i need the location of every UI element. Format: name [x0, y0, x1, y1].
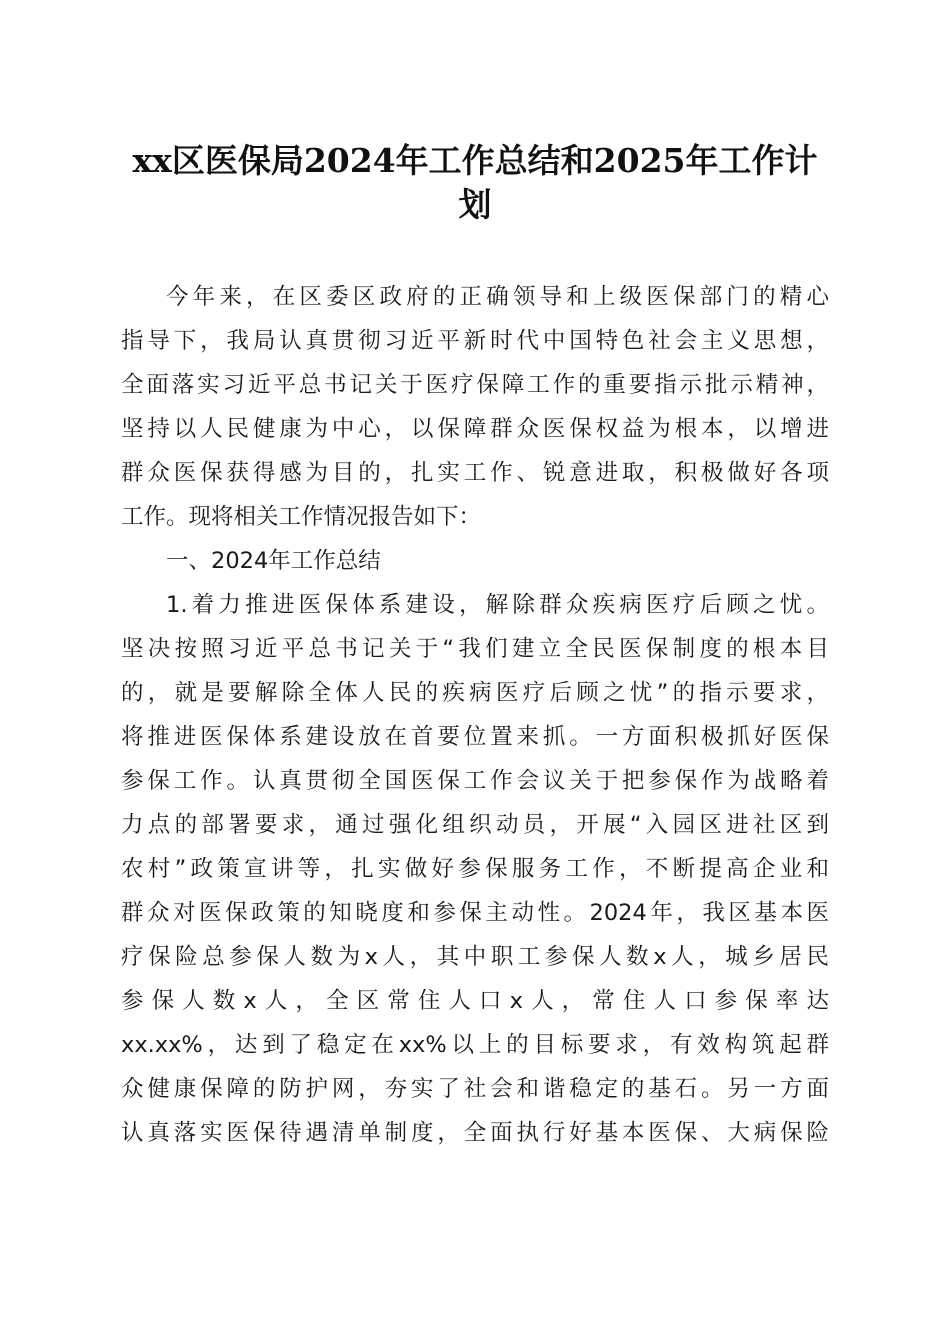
paragraph-line: xx.xx%，达到了稳定在xx%以上的目标要求，有效构筑起群 [121, 1032, 829, 1058]
paragraph-line: 的，就是要解除全体人民的疾病医疗后顾之忧”的指示要求， [121, 680, 829, 706]
paragraph-line: 群众医保获得感为目的，扎实工作、锐意进取，积极做好各项 [121, 460, 829, 486]
paragraph-line: 疗保险总参保人数为x人，其中职工参保人数x人，城乡居民 [121, 944, 829, 970]
paragraph-line: 坚持以人民健康为中心，以保障群众医保权益为根本，以增进 [121, 416, 829, 442]
paragraph-line: 全面落实习近平总书记关于医疗保障工作的重要指示批示精神， [121, 372, 829, 398]
paragraph-line: 众健康保障的防护网，夯实了社会和谐稳定的基石。另一方面 [121, 1076, 829, 1102]
paragraph-line: 农村”政策宣讲等，扎实做好参保服务工作，不断提高企业和 [121, 856, 829, 882]
section-heading: 一、2024年工作总结 [166, 548, 381, 574]
document-title-line-1: xx区医保局2024年工作总结和2025年工作计 [132, 141, 818, 180]
paragraph-line: 指导下，我局认真贯彻习近平新时代中国特色社会主义思想， [121, 328, 829, 354]
paragraph-line: 今年来，在区委区政府的正确领导和上级医保部门的精心 [166, 284, 829, 310]
paragraph-line: 群众对医保政策的知晓度和参保主动性。2024年，我区基本医 [121, 900, 829, 926]
paragraph-line: 工作。现将相关工作情况报告如下： [121, 504, 482, 530]
paragraph-line: 认真落实医保待遇清单制度，全面执行好基本医保、大病保险 [121, 1120, 829, 1146]
paragraph-line: 参保工作。认真贯彻全国医保工作会议关于把参保作为战略着 [121, 768, 829, 794]
paragraph-line: 坚决按照习近平总书记关于“我们建立全民医保制度的根本目 [121, 636, 829, 662]
paragraph-line: 将推进医保体系建设放在首要位置来抓。一方面积极抓好医保 [121, 724, 829, 750]
paragraph-line: 1.着力推进医保体系建设，解除群众疾病医疗后顾之忧。 [166, 592, 829, 618]
document-title-line-2: 划 [458, 185, 492, 224]
paragraph-line: 力点的部署要求，通过强化组织动员，开展“入园区进社区到 [121, 812, 829, 838]
paragraph-line: 参保人数x人，全区常住人口x人，常住人口参保率达 [121, 988, 829, 1014]
